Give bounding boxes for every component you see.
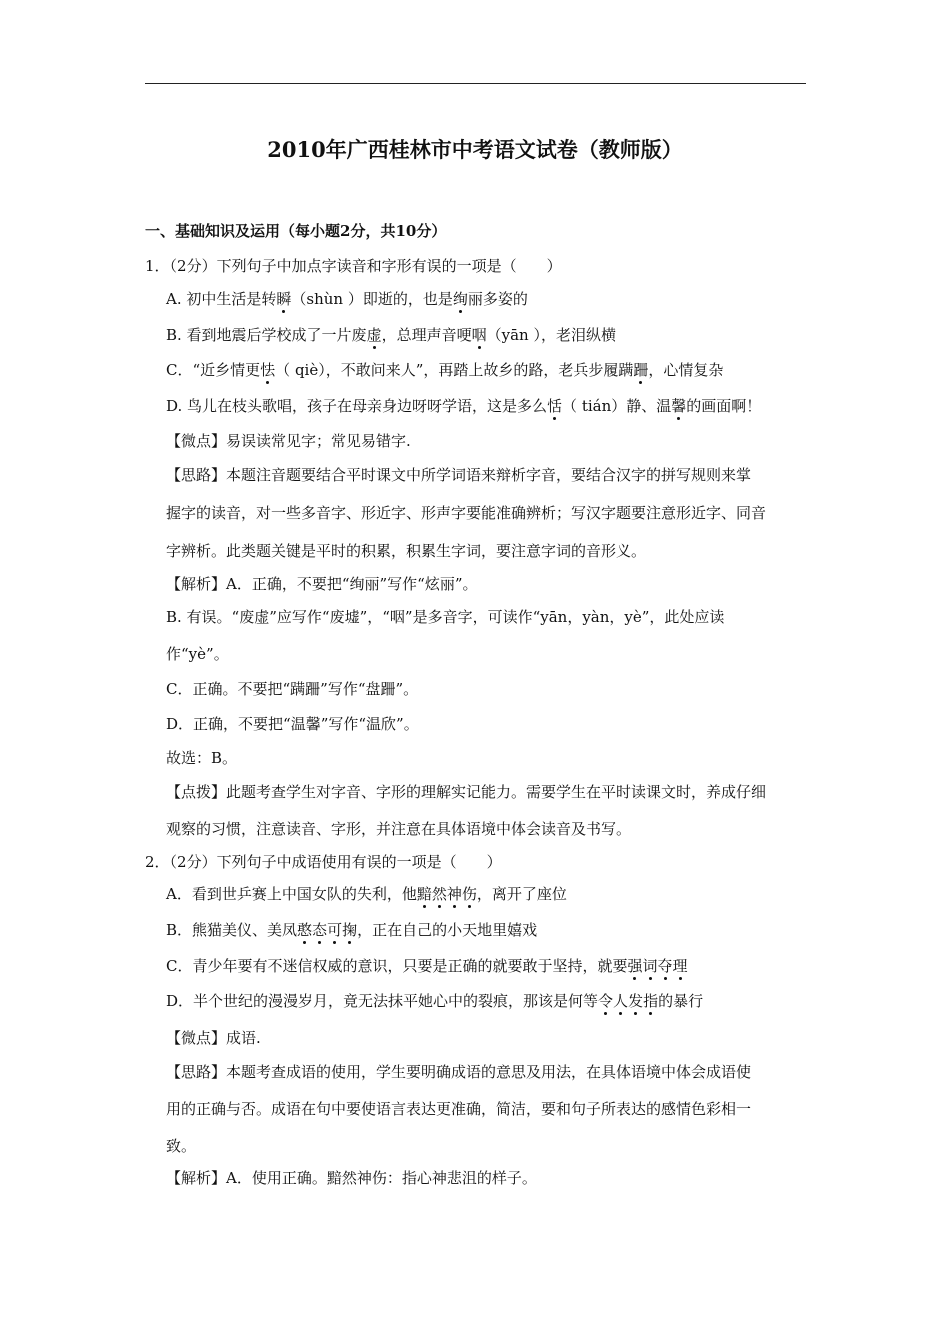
q1-dianbo-line-1: 【点拨】此题考查学生对字音、字形的理解实记能力。需要学生在平时读课文时，养成仔细 — [166, 783, 767, 801]
emphasis-char: 跚 — [633, 361, 649, 379]
emphasis-char: 然 — [431, 885, 447, 903]
emphasis-char: 黯 — [416, 885, 432, 903]
q1-silu-line-2: 握字的读音，对一些多音字、形近字、形声字要能准确辨析；写汉字题要注意形近字、同音 — [166, 504, 767, 522]
q2-option-a: A．看到世乒赛上中国女队的失利，他黯然神伤，离开了座位 — [166, 885, 567, 903]
emphasis-char: 词 — [642, 957, 658, 975]
emphasis-char: 怯 — [260, 361, 276, 379]
q2-option-c: C．青少年要有不迷信权威的意识，只要是正确的就要敢于坚持，就要强词夺理 — [166, 957, 688, 975]
emphasis-char: 虚 — [366, 326, 382, 344]
emphasis-char: 态 — [312, 921, 328, 939]
q1-option-c: C．“近乡情更怯（ qiè），不敢问来人”，再踏上故乡的路，老兵步履蹒跚，心情复杂 — [166, 361, 724, 379]
q1-jiexi-line-3: 作“yè”。 — [166, 645, 229, 663]
emphasis-char: 指 — [643, 992, 659, 1010]
q2-stem: 2．（2分）下列句子中成语使用有误的一项是（ ） — [145, 853, 502, 871]
q2-option-b: B．熊猫美仪、美凤憨态可掬，正在自己的小天地里嬉戏 — [166, 921, 538, 939]
header-rule — [145, 83, 806, 84]
q2-jiexi: 【解析】A．使用正确。黯然神伤：指心神悲沮的样子。 — [166, 1169, 537, 1187]
q1-jiexi-line-4: C．正确。不要把“蹒跚”写作“盘跚”。 — [166, 680, 419, 698]
section-heading: 一、基础知识及运用（每小题2分，共10分） — [145, 222, 447, 240]
emphasis-char: 令 — [598, 992, 614, 1010]
emphasis-char: 夺 — [657, 957, 673, 975]
q2-silu-line-2: 用的正确与否。成语在句中要使语言表达更准确，简洁，要和句子所表达的感情色彩相一 — [166, 1100, 752, 1118]
q1-weidian: 【微点】易误读常见字；常见易错字. — [166, 432, 411, 450]
emphasis-char: 神 — [446, 885, 462, 903]
q2-silu-line-3: 致。 — [166, 1137, 197, 1155]
page-title: 2010年广西桂林市中考语文试卷（教师版） — [267, 137, 683, 162]
emphasis-char: 恬 — [547, 397, 563, 415]
q2-silu-line-1: 【思路】本题考查成语的使用，学生要明确成语的意思及用法，在具体语境中体会成语使 — [166, 1063, 752, 1081]
emphasis-char: 伤 — [461, 885, 477, 903]
q1-option-b: B. 看到地震后学校成了一片废虚，总理声音哽咽（yān ），老泪纵横 — [166, 326, 616, 344]
emphasis-char: 憨 — [297, 921, 313, 939]
q1-silu-line-1: 【思路】本题注音题要结合平时课文中所学词语来辩析字音，要结合汉字的拼写规则来掌 — [166, 466, 752, 484]
q1-jiexi-line-5: D．正确，不要把“温馨”写作“温欣”。 — [166, 715, 419, 733]
emphasis-char: 馨 — [671, 397, 687, 415]
emphasis-char: 掬 — [342, 921, 358, 939]
emphasis-char: 瞬 — [276, 290, 292, 308]
emphasis-char: 绚 — [452, 290, 468, 308]
emphasis-char: 强 — [627, 957, 643, 975]
q1-stem: 1．（2分）下列句子中加点字读音和字形有误的一项是（ ） — [145, 257, 562, 275]
emphasis-char: 发 — [628, 992, 644, 1010]
q2-weidian: 【微点】成语. — [166, 1029, 261, 1047]
emphasis-char: 咽 — [471, 326, 487, 344]
emphasis-char: 可 — [327, 921, 343, 939]
q2-option-d: D．半个世纪的漫漫岁月，竟无法抹平她心中的裂痕，那该是何等令人发指的暴行 — [166, 992, 704, 1010]
emphasis-char: 理 — [672, 957, 688, 975]
emphasis-char: 人 — [613, 992, 629, 1010]
q1-dianbo-line-2: 观察的习惯，注意读音、字形，并注意在具体语境中体会读音及书写。 — [166, 820, 632, 838]
q1-option-d: D. 鸟儿在枝头歌唱，孩子在母亲身边呀呀学语，这是多么恬（ tián）静、温馨的画面啊！ — [166, 397, 762, 415]
q1-option-a: A. 初中生活是转瞬（shùn ）即逝的，也是绚丽多姿的 — [166, 290, 528, 308]
q1-jiexi-line-2: B. 有误。“废虚”应写作“废墟”，“咽”是多音字，可读作“yān，yàn，yè”，此处应读 — [166, 608, 725, 626]
q1-answer: 故选：B。 — [166, 749, 238, 767]
q1-silu-line-3: 字辨析。此类题关键是平时的积累，积累生字词，要注意字词的音形义。 — [166, 542, 647, 560]
q1-jiexi-line-1: 【解析】A．正确，不要把“绚丽”写作“炫丽”。 — [166, 575, 478, 593]
